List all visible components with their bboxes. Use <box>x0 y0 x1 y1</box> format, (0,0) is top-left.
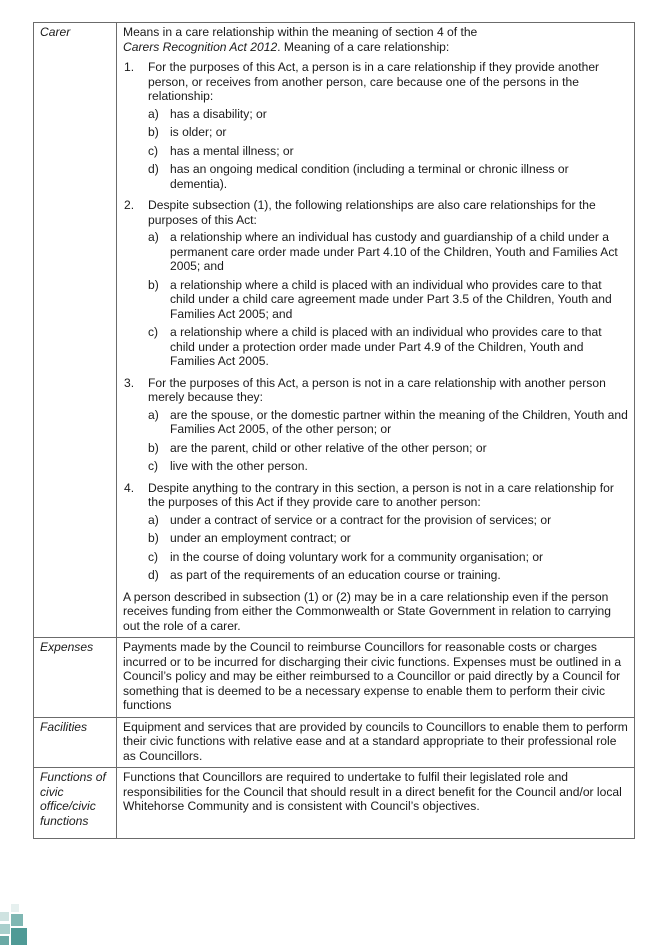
sub-letter: c) <box>148 325 159 339</box>
definition-text: Payments made by the Council to reimburse Councillors for reasonable costs or charges incurred or to be incurred for discharging their civic functions. Expenses must be outlined in a Council’s policy and may be either reimbursed to a Councillor or paid directly by a Council for something that is deemed to be a necessary expense to enable them to perform their civic functions <box>123 640 622 712</box>
sub-item <box>148 162 628 191</box>
deco-square <box>11 914 23 926</box>
sub-letter: b) <box>148 440 159 455</box>
sub-list <box>148 513 628 583</box>
closing-paragraph: A person described in subsection (1) or (2) may be in a care relationship even if the person receives funding from either the Commonwealth or State Government in relation to carrying out the role of a carer. <box>123 589 612 633</box>
sub-letter: b) <box>148 277 159 292</box>
sub-item <box>148 278 628 322</box>
deco-square <box>0 924 10 934</box>
definition-cell <box>117 768 635 839</box>
definition-row-facilities <box>34 717 635 768</box>
sub-letter: d) <box>148 568 159 582</box>
sub-text: under a contract of service or a contract for the provision of services; or <box>170 512 552 527</box>
sub-text: has a mental illness; or <box>170 143 294 158</box>
item-text: Despite subsection (1), the following relationships are also care relationships for the purposes of this Act: <box>148 198 596 227</box>
deco-square <box>0 912 9 921</box>
numbered-item <box>123 376 628 405</box>
item-text: For the purposes of this Act, a person is not in a care relationship with another person merely because they: <box>148 375 606 404</box>
corner-decoration <box>0 898 40 945</box>
definition-cell <box>117 717 635 768</box>
deco-square <box>0 936 9 945</box>
sub-text: has an ongoing medical condition (including a terminal or chronic illness or dementia). <box>170 162 569 191</box>
sub-text: has a disability; or <box>170 106 267 121</box>
definition-text: Equipment and services that are provided by councils to Councillors to enable them to perform their civic functions with relative ease and at a standard appropriate to their professional role as Councillors. <box>123 719 628 763</box>
definition-row-functions <box>34 768 635 839</box>
definition-cell <box>117 638 635 718</box>
deco-square <box>11 904 19 912</box>
sub-text: under an employment contract; or <box>170 531 351 545</box>
deco-square <box>11 928 27 945</box>
sub-letter: d) <box>148 162 159 176</box>
sub-text: live with the other person. <box>170 459 308 473</box>
definition-cell <box>117 23 635 638</box>
sub-letter: a) <box>148 230 159 244</box>
numbered-item <box>123 198 628 227</box>
act-title: Carers Recognition Act 2012 <box>123 39 278 54</box>
intro-text: Means in a care relationship within the meaning of section 4 of the <box>123 25 478 39</box>
sub-letter: b) <box>148 125 159 139</box>
item-number: 2. <box>124 198 135 212</box>
sub-text: are the spouse, or the domestic partner within the meaning of the Children, Youth and Families Act 2005, of the other person; or <box>170 407 628 436</box>
sub-item <box>148 459 628 474</box>
sub-list <box>148 230 628 369</box>
definitions-table <box>33 22 635 839</box>
sub-text: a relationship where a child is placed with an individual who provides care to that child under a child care agreement made under Part 3.5 of the Children, Youth and Families Act 2005; and <box>170 277 612 321</box>
item-number: 1. <box>124 60 135 74</box>
sub-item <box>148 144 628 159</box>
sub-item <box>148 230 628 274</box>
sub-list <box>148 107 628 192</box>
intro-rest: . Meaning of a care relationship: <box>277 39 450 54</box>
sub-item <box>148 125 628 140</box>
numbered-item <box>123 481 628 510</box>
sub-text: a relationship where a child is placed with an individual who provides care to that child under a protection order made under Part 4.9 of the Children, Youth and Families Act 2005. <box>170 325 602 368</box>
sub-text: as part of the requirements of an education course or training. <box>170 568 501 582</box>
item-number: 3. <box>124 375 135 390</box>
carer-intro <box>123 25 628 54</box>
term-cell: Expenses <box>34 638 117 718</box>
sub-letter: a) <box>148 407 159 422</box>
definition-row-expenses <box>34 638 635 718</box>
sub-item <box>148 325 628 369</box>
sub-item <box>148 107 628 122</box>
sub-item <box>148 531 628 546</box>
sub-letter: c) <box>148 549 159 564</box>
sub-letter: b) <box>148 531 159 545</box>
sub-item <box>148 513 628 528</box>
numbered-item <box>123 60 628 104</box>
sub-item <box>148 550 628 565</box>
sub-text: a relationship where an individual has custody and guardianship of a child under a permanent care order made under Part 4.10 of the Children, Youth and Families Act 2005; and <box>170 230 618 273</box>
item-text: For the purposes of this Act, a person is in a care relationship if they provide another person, or receives from another person, care because one of the persons in the relationship: <box>148 60 600 103</box>
sub-list <box>148 408 628 474</box>
term-cell: Carer <box>34 23 117 638</box>
sub-item <box>148 568 628 583</box>
sub-letter: c) <box>148 459 159 473</box>
sub-text: are the parent, child or other relative of the other person; or <box>170 440 487 455</box>
sub-letter: a) <box>148 106 159 121</box>
definition-row-carer <box>34 23 635 638</box>
sub-item <box>148 408 628 437</box>
item-text: Despite anything to the contrary in this section, a person is not in a care relationship for the purposes of this Act if they provide care to another person: <box>148 480 614 509</box>
sub-letter: a) <box>148 512 159 527</box>
sub-item <box>148 441 628 456</box>
item-number: 4. <box>124 480 135 495</box>
sub-text: is older; or <box>170 125 227 139</box>
sub-letter: c) <box>148 143 159 158</box>
term-cell: Facilities <box>34 717 117 768</box>
term-cell: Functions of civic office/civic functions <box>34 768 117 839</box>
sub-text: in the course of doing voluntary work for a community organisation; or <box>170 549 544 564</box>
definition-text: Functions that Councillors are required to undertake to fulfil their legislated role and responsibilities for the Council that should result in a direct benefit for the Council and/or local Whitehorse Community and is consistent with Council’s objectives. <box>123 770 622 813</box>
